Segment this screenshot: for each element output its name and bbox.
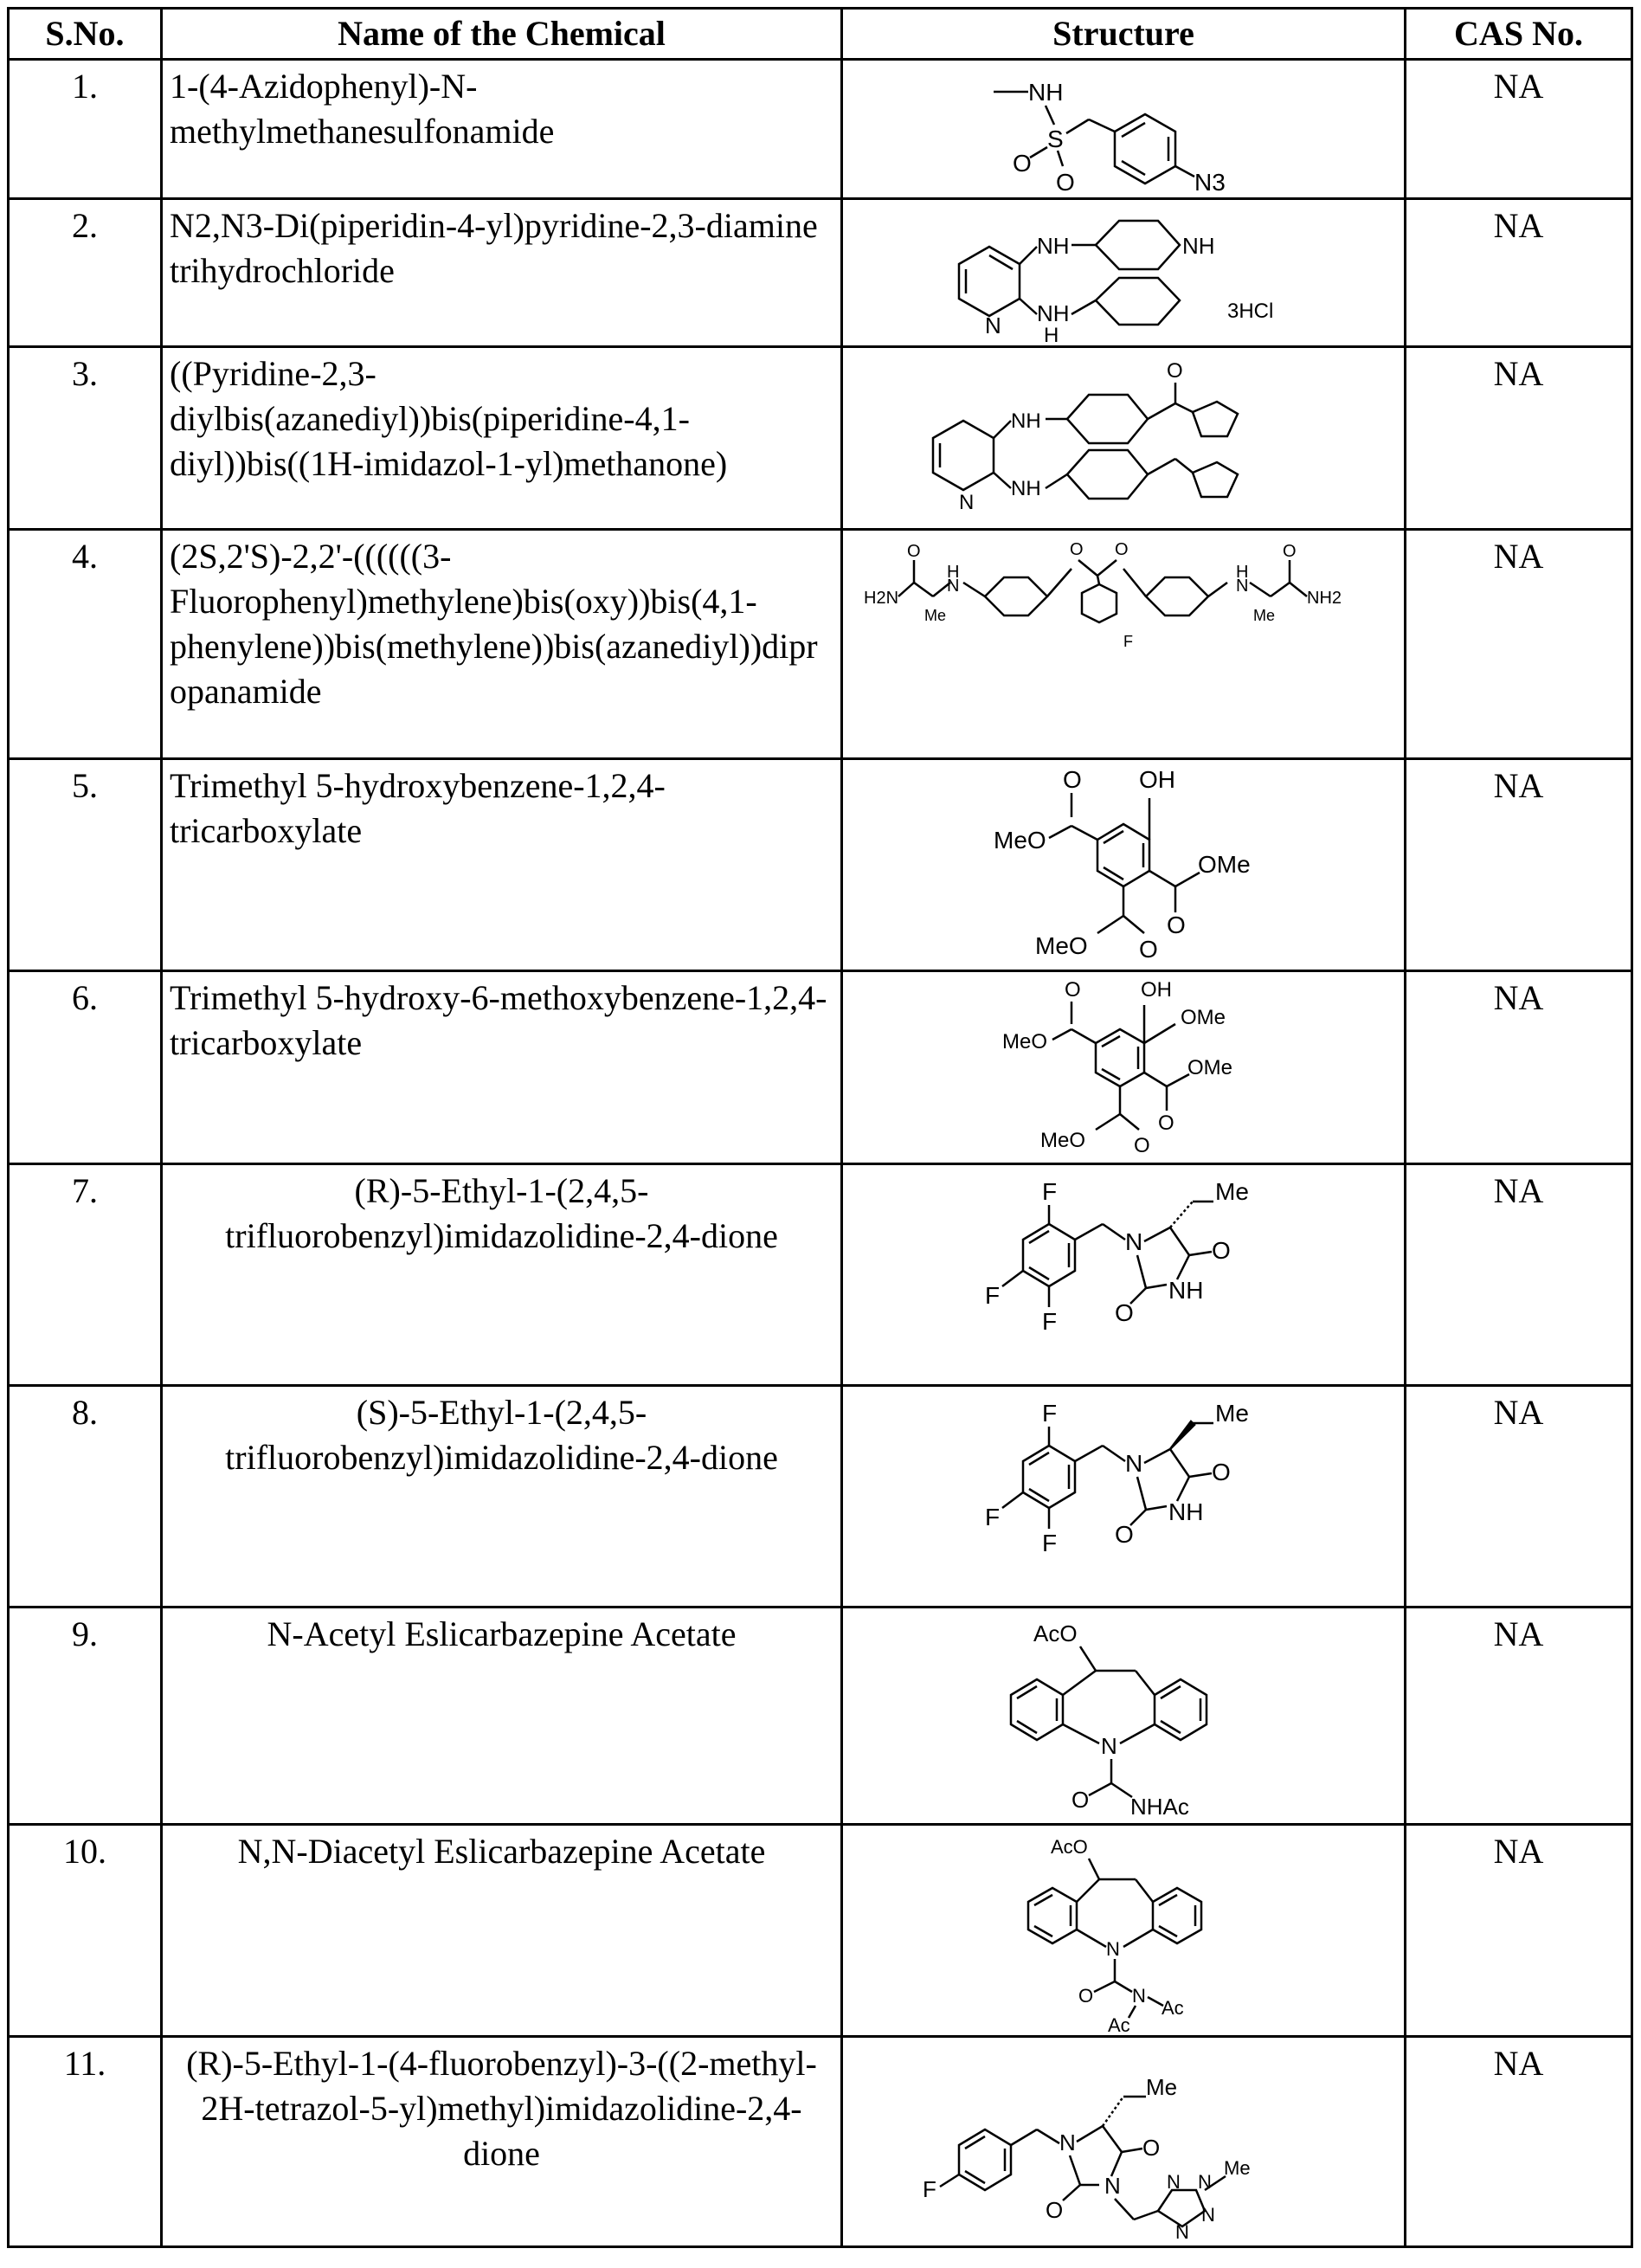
row-cas: NA [1406,2037,1632,2247]
label-nh: NH [1168,1498,1204,1525]
label-aco: AcO [1051,1836,1088,1858]
structure-image [968,976,1279,1159]
row-cas: NA [1406,347,1632,530]
row-chemical-name: Trimethyl 5-hydroxy-6-methoxybenzene-1,2,4-tricarboxylate [162,971,842,1164]
structure-image [950,1612,1297,1820]
table-row [9,1825,1632,2037]
table-row [9,60,1632,199]
table-row [9,971,1632,1164]
label-aco: AcO [1033,1620,1078,1646]
label-nh: NH [1037,300,1070,326]
table-row [9,1386,1632,1608]
row-sno: 4. [9,530,162,759]
label-f: F [1042,1308,1058,1335]
table-row [9,347,1632,530]
label-o: O [1212,1459,1231,1485]
label-o: O [1078,1985,1094,2007]
label-n: N [1132,1985,1146,2007]
row-sno: 7. [9,1164,162,1386]
label-nh2: NH2 [1307,589,1342,608]
table-row [9,199,1632,347]
row-structure [842,530,1406,759]
label-o: O [1070,540,1084,559]
row-sno: 11. [9,2037,162,2247]
label-o: O [1056,169,1075,194]
row-cas: NA [1406,199,1632,347]
label-meo: MeO [994,827,1046,854]
label-nhac: NHAc [1130,1794,1189,1820]
structure-image [942,1169,1305,1381]
label-n: N [1198,2171,1212,2193]
header-sno: S.No. [9,9,162,60]
table-row [9,530,1632,759]
label-nh: NH [1182,233,1215,259]
label-ac: Ac [1108,2014,1130,2032]
label-f: F [985,1282,1001,1309]
label-n: N [1125,1228,1143,1255]
row-structure [842,199,1406,347]
label-o: O [1013,150,1032,177]
row-chemical-name: Trimethyl 5-hydroxybenzene-1,2,4-tricarboxylate [162,759,842,971]
row-sno: 6. [9,971,162,1164]
row-structure [842,1825,1406,2037]
label-n: N [1175,2221,1189,2242]
label-o: O [1158,1111,1174,1135]
structure-image [942,1390,1305,1602]
row-structure [842,2037,1406,2247]
label-f: F [923,2176,936,2202]
row-chemical-name: (S)-5-Ethyl-1-(2,4,5-trifluorobenzyl)imidazolidine-2,4-dione [162,1386,842,1608]
label-n: N [1125,1450,1143,1477]
row-structure [842,60,1406,199]
label-me: Me [1146,2074,1178,2100]
row-cas: NA [1406,1608,1632,1825]
label-ome: OMe [1198,851,1251,878]
label-h: H [947,563,960,582]
table-row [9,759,1632,971]
label-meo: MeO [1002,1030,1048,1053]
label-nh: NH [1028,79,1064,106]
label-o: O [1115,540,1129,559]
structure-image [959,1829,1288,2032]
label-o: O [1167,359,1183,383]
label-nh: NH [1037,233,1070,259]
label-oh: OH [1139,766,1175,793]
row-structure [842,759,1406,971]
row-cas: NA [1406,971,1632,1164]
row-cas: NA [1406,1825,1632,2037]
label-me: Me [924,607,947,624]
header-structure: Structure [842,9,1406,60]
label-o: O [1167,912,1186,938]
row-structure [842,971,1406,1164]
row-structure [842,1608,1406,1825]
table-row [9,1164,1632,1386]
label-n3: N3 [1194,169,1226,194]
label-o: O [1283,542,1297,561]
row-sno: 2. [9,199,162,347]
label-n: N [959,491,975,514]
label-me: Me [1253,607,1276,624]
row-sno: 1. [9,60,162,199]
label-n: N [1104,2173,1121,2199]
header-name: Name of the Chemical [162,9,842,60]
row-cas: NA [1406,1164,1632,1386]
row-chemical-name: ((Pyridine-2,3-diylbis(azanediyl))bis(piperidine-4,1-diyl))bis((1H-imidazol-1-yl)methanone) [162,347,842,530]
label-meo: MeO [1040,1129,1086,1152]
label-salt: 3HCl [1227,300,1274,323]
header-cas: CAS No. [1406,9,1632,60]
label-o: O [1065,978,1081,1002]
label-f: F [1042,1178,1058,1205]
structure-image [864,534,1383,664]
structure-image [968,64,1279,194]
label-o: O [1115,1521,1134,1548]
label-f: F [1042,1530,1058,1556]
table-row [9,2037,1632,2247]
row-sno: 8. [9,1386,162,1608]
label-n: N [1101,1733,1117,1759]
label-f: F [1042,1400,1058,1427]
label-o: O [1142,2135,1161,2161]
row-chemical-name: (R)-5-Ethyl-1-(2,4,5-trifluorobenzyl)imidazolidine-2,4-dione [162,1164,842,1386]
header-row [9,9,1632,60]
label-o: O [1139,936,1158,963]
label-f: F [985,1504,1001,1530]
structure-image [907,2041,1340,2242]
label-o: O [1046,2197,1064,2223]
row-sno: 3. [9,347,162,530]
label-h: H [1236,563,1249,582]
row-structure [842,347,1406,530]
label-n: N [985,312,1001,338]
row-cas: NA [1406,759,1632,971]
row-cas: NA [1406,530,1632,759]
label-h: H [1044,324,1059,342]
row-chemical-name: N-Acetyl Eslicarbazepine Acetate [162,1608,842,1825]
label-meo: MeO [1035,932,1088,959]
label-n: N [1059,2129,1076,2155]
label-n: N [1167,2171,1181,2193]
label-o: O [1063,766,1082,793]
row-sno: 5. [9,759,162,971]
row-sno: 10. [9,1825,162,2037]
row-cas: NA [1406,60,1632,199]
label-n: N [1201,2204,1215,2226]
label-o: O [1115,1299,1134,1326]
structure-image [942,203,1305,342]
label-n: N [947,577,960,596]
row-structure [842,1386,1406,1608]
label-ome: OMe [1187,1056,1233,1079]
row-chemical-name: (2S,2'S)-2,2'-((((((3-Fluorophenyl)methylene)bis(oxy))bis(4,1-phenylene))bis(methylene))bis(azanediyl))dipropanamide [162,530,842,759]
row-chemical-name: N2,N3-Di(piperidin-4-yl)pyridine-2,3-diamine trihydrochloride [162,199,842,347]
row-chemical-name: 1-(4-Azidophenyl)-N-methylmethanesulfonamide [162,60,842,199]
label-n: N [1236,577,1249,596]
label-n: N [1106,1938,1120,1960]
chemical-table [7,7,1633,2248]
label-o: O [907,542,921,561]
label-nh: NH [1168,1277,1204,1304]
row-cas: NA [1406,1386,1632,1608]
table-row [9,1608,1632,1825]
structure-image [959,764,1288,966]
row-chemical-name: (R)-5-Ethyl-1-(4-fluorobenzyl)-3-((2-methyl-2H-tetrazol-5-yl)methyl)imidazolidine-2,4-dione [162,2037,842,2247]
label-o: O [1134,1134,1150,1157]
label-s: S [1047,126,1064,152]
label-me: Me [1215,1400,1249,1427]
label-o: O [1071,1787,1090,1813]
label-me: Me [1224,2157,1251,2179]
label-nh: NH [1011,477,1041,500]
row-sno: 9. [9,1608,162,1825]
label-nh: NH [1011,409,1041,433]
label-h2n: H2N [864,589,899,608]
row-structure [842,1164,1406,1386]
label-o: O [1212,1237,1231,1264]
label-me: Me [1215,1178,1249,1205]
label-oh: OH [1141,978,1172,1002]
row-chemical-name: N,N-Diacetyl Eslicarbazepine Acetate [162,1825,842,2037]
label-ome: OMe [1181,1006,1226,1029]
label-f: F [1123,633,1133,650]
structure-image [916,351,1331,525]
label-ac: Ac [1162,1997,1184,2019]
